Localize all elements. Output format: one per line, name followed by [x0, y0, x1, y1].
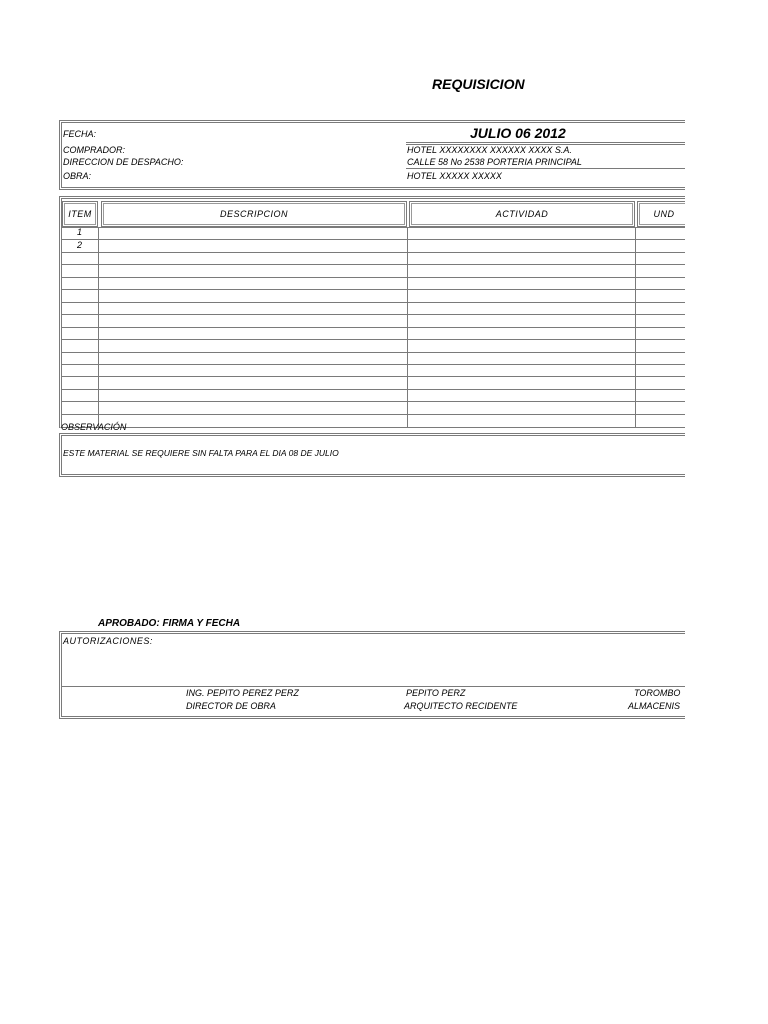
signer-name: TOROMBO: [634, 688, 681, 698]
column-header-actividad: ACTIVIDAD: [409, 201, 635, 227]
table-row: [62, 264, 702, 277]
table-row: [62, 339, 702, 352]
obra-label: OBRA:: [63, 171, 92, 181]
page-crop-mask: [685, 0, 768, 1024]
document-title: REQUISICION: [432, 76, 525, 92]
aprobado-title: APROBADO: FIRMA Y FECHA: [98, 618, 241, 629]
signature-line: [62, 686, 702, 687]
column-header-descripcion: DESCRIPCION: [101, 201, 407, 227]
table-row: [62, 252, 702, 265]
table-row: [62, 364, 702, 377]
signer-role: ARQUITECTO RECIDENTE: [404, 701, 518, 711]
table-row: [62, 302, 702, 315]
header-info-box: [59, 120, 702, 190]
obra-value: HOTEL XXXXX XXXXX: [407, 171, 502, 181]
header-separator-2: [406, 168, 702, 169]
table-row: [62, 327, 702, 340]
table-row: [62, 314, 702, 327]
items-table: [59, 196, 702, 428]
observacion-box: [59, 433, 702, 477]
signer-role: ALMACENIS: [628, 701, 681, 711]
table-row: [62, 289, 702, 302]
table-row: [62, 277, 702, 290]
direccion-value: CALLE 58 No 2538 PORTERIA PRINCIPAL: [407, 157, 582, 167]
row-number: 2: [77, 240, 83, 250]
autorizaciones-box: [59, 631, 702, 719]
table-row: [62, 227, 702, 240]
autorizaciones-label: AUTORIZACIONES:: [63, 636, 153, 646]
table-row: [62, 239, 702, 252]
fecha-value: JULIO 06 2012: [470, 125, 566, 141]
direccion-label: DIRECCION DE DESPACHO:: [63, 157, 184, 167]
table-row: [62, 401, 702, 414]
signer-name: ING. PEPITO PEREZ PERZ: [186, 688, 299, 698]
fecha-label: FECHA:: [63, 129, 97, 139]
signer-role: DIRECTOR DE OBRA: [186, 701, 276, 711]
column-header-und: UND: [637, 201, 691, 227]
signer-name: PEPITO PERZ: [406, 688, 466, 698]
comprador-value: HOTEL XXXXXXXX XXXXXX XXXX S.A.: [407, 145, 572, 155]
observacion-text: ESTE MATERIAL SE REQUIERE SIN FALTA PARA EL DIA 08 DE JULIO: [63, 448, 339, 458]
row-number: 1: [77, 227, 83, 237]
observacion-label: OBSERVACIÓN: [61, 422, 127, 432]
comprador-label: COMPRADOR:: [63, 145, 126, 155]
table-row: [62, 376, 702, 389]
table-row: [62, 389, 702, 402]
table-row: [62, 414, 702, 427]
table-row: [62, 352, 702, 365]
column-header-item: ITEM: [62, 201, 98, 227]
